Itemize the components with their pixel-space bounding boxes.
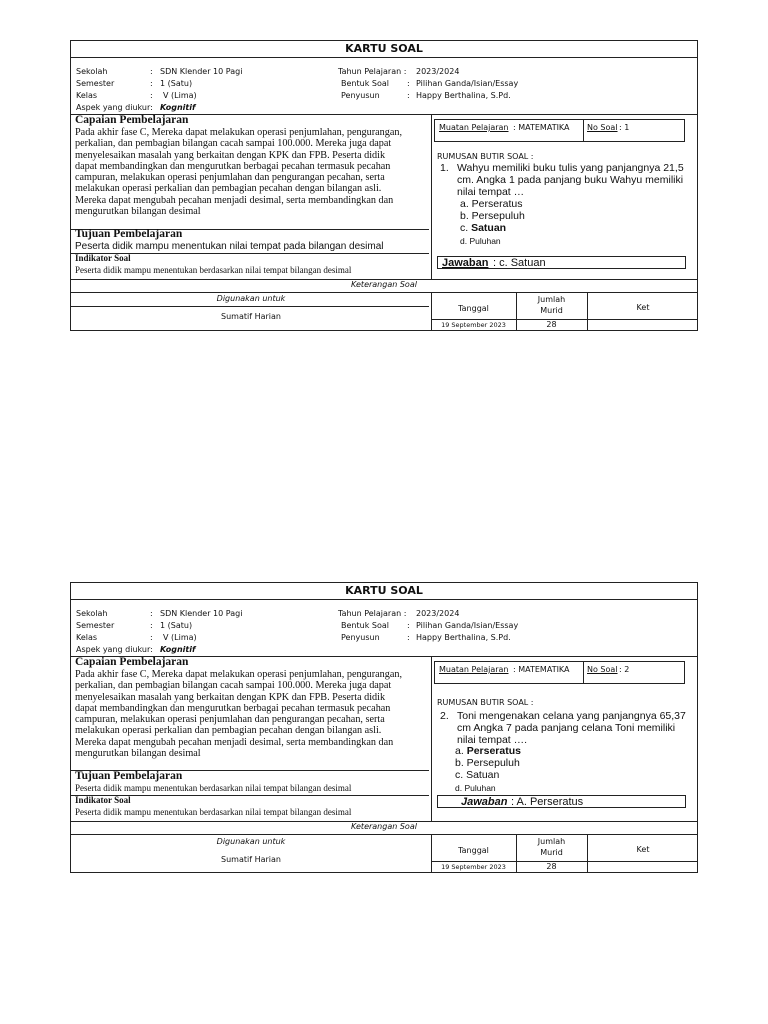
muatan-box: [434, 661, 685, 684]
kelas-value: V (Lima): [163, 91, 197, 100]
question-line: cm Angka 7 pada panjang celana Toni memiliki: [457, 722, 676, 734]
sekolah-label: Sekolah: [76, 67, 108, 76]
tanggal-value: 19 September 2023: [441, 863, 506, 871]
penyusun-label: Penyusun: [341, 91, 380, 100]
colon: :: [407, 621, 410, 630]
colon: :: [407, 633, 410, 642]
jumlah-label-line: Jumlah: [537, 295, 566, 304]
muatan-box: [434, 119, 685, 142]
card-title: KARTU SOAL: [345, 584, 423, 597]
penyusun-value: Happy Berthalina, S.Pd.: [416, 91, 511, 100]
semester-value: 1 (Satu): [160, 621, 193, 630]
question-number: 1.: [440, 162, 449, 174]
tahun-label: Tahun Pelajaran :: [338, 609, 407, 618]
colon: :: [150, 621, 153, 630]
option-c: [460, 222, 506, 234]
option-b: b. Persepuluh: [455, 757, 520, 769]
question-line: Toni mengenakan celana yang panjangnya 65,37: [457, 710, 686, 722]
question-line: nilai tempat ….: [457, 734, 528, 746]
ket-label: Ket: [636, 303, 650, 312]
muatan-value: : MATEMATIKA: [513, 665, 570, 674]
bentuk-label: Bentuk Soal: [341, 79, 389, 88]
option-a-prefix: a.: [455, 745, 467, 757]
tujuan-heading: Tujuan Pembelajaran: [75, 770, 183, 782]
jumlah-label-line: Murid: [540, 848, 563, 857]
bentuk-label: Bentuk Soal: [341, 621, 389, 630]
colon: :: [150, 609, 153, 618]
keterangan-label: Keterangan Soal: [351, 280, 417, 289]
option-d: d. Puluhan: [460, 236, 501, 246]
capaian-line: perkalian, dan pembagian bilangan cacah sampai 100.000. Mereka juga dapat: [75, 680, 392, 692]
capaian-line: Pada akhir fase C, Mereka dapat melakukan operasi penjumlahan, pengurangan,: [75, 127, 403, 138]
jumlah-label: [516, 836, 587, 858]
divider: [71, 599, 697, 600]
muatan-label: Muatan Pelajaran: [439, 665, 509, 674]
option-a: a. Perseratus: [460, 198, 523, 210]
tahun-label: Tahun Pelajaran :: [338, 67, 407, 76]
semester-value: 1 (Satu): [160, 79, 193, 88]
capaian-line: menyelesaikan masalah yang berkaitan dengan KPK dan FPB. Peserta didik: [75, 149, 386, 161]
option-c: c. Satuan: [455, 769, 500, 781]
divider: [71, 834, 697, 835]
option-a: [455, 745, 521, 757]
jawaban-value: : c. Satuan: [493, 257, 546, 269]
capaian-line: Mereka dapat mengubah pecahan menjadi desimal, serta membandingkan dan: [75, 194, 394, 206]
kelas-value: V (Lima): [163, 633, 197, 642]
capaian-line: perkalian, dan pembagian bilangan cacah sampai 100.000. Mereka juga dapat: [75, 138, 392, 150]
question-card-1: [70, 40, 698, 331]
question-line: nilai tempat …: [457, 186, 525, 198]
indikator-text: Peserta didik mampu menentukan berdasarkan nilai tempat bilangan desimal: [75, 807, 352, 817]
muatan-value: : MATEMATIKA: [513, 123, 570, 132]
tujuan-heading: Tujuan Pembelajaran: [75, 228, 183, 240]
kelas-label: Kelas: [76, 633, 98, 642]
capaian-line: mengurutkan bilangan desimal: [75, 748, 201, 760]
divider: [583, 662, 584, 683]
no-soal-label: No Soal: [587, 665, 618, 674]
divider: [431, 114, 432, 279]
jumlah-label-line: Murid: [540, 306, 563, 315]
question-text: [457, 162, 684, 198]
jawaban-label: Jawaban: [442, 257, 489, 269]
digunakan-label: Digunakan untuk: [216, 837, 286, 846]
colon: :: [150, 67, 153, 76]
jumlah-label-line: Jumlah: [537, 837, 566, 846]
question-number: 2.: [440, 710, 449, 722]
capaian-line: dapat membandingkan dan mengurutkan berbagai pecahan termasuk pecahan: [75, 160, 391, 172]
ket-label: Ket: [636, 845, 650, 854]
sekolah-label: Sekolah: [76, 609, 108, 618]
capaian-heading: Capaian Pembelajaran: [75, 114, 189, 126]
divider: [71, 292, 697, 293]
capaian-line: campuran, melakukan operasi penjumlahan dan pengurangan pecahan, serta: [75, 714, 385, 726]
capaian-heading: Capaian Pembelajaran: [75, 656, 189, 668]
jumlah-value: 28: [546, 320, 557, 329]
muatan-label: Muatan Pelajaran: [439, 123, 509, 132]
tahun-value: 2023/2024: [416, 609, 460, 618]
sekolah-value: SDN Klender 10 Pagi: [160, 67, 243, 76]
rumusan-label: RUMUSAN BUTIR SOAL :: [437, 698, 534, 707]
aspek-label: Aspek yang diukur:: [76, 103, 153, 112]
question-line: Wahyu memiliki buku tulis yang panjangnya 21,5: [457, 162, 684, 174]
tanggal-label: Tanggal: [458, 846, 489, 855]
option-c-prefix: c.: [460, 222, 472, 234]
kelas-label: Kelas: [76, 91, 98, 100]
jawaban-box: [437, 256, 686, 269]
capaian-line: melakukan operasi perkalian dan pembagian pecahan dengan bilangan asli.: [75, 725, 382, 737]
sumatif-value: Sumatif Harian: [221, 312, 281, 321]
keterangan-label: Keterangan Soal: [351, 822, 417, 831]
indikator-text: Peserta didik mampu menentukan berdasarkan nilai tempat bilangan desimal: [75, 265, 352, 275]
aspek-label: Aspek yang diukur:: [76, 645, 153, 654]
sekolah-value: SDN Klender 10 Pagi: [160, 609, 243, 618]
no-soal-value: : 2: [619, 665, 630, 674]
divider: [71, 306, 429, 307]
card-title: KARTU SOAL: [345, 42, 423, 55]
capaian-line: melakukan operasi perkalian dan pembagian pecahan dengan bilangan asli.: [75, 183, 382, 195]
semester-label: Semester: [76, 621, 115, 630]
tahun-value: 2023/2024: [416, 67, 460, 76]
colon: :: [150, 633, 153, 642]
jumlah-value: 28: [546, 862, 557, 871]
capaian-paragraph: [75, 127, 427, 217]
capaian-line: Mereka dapat mengubah pecahan menjadi desimal, serta membandingkan dan: [75, 736, 394, 748]
semester-label: Semester: [76, 79, 115, 88]
capaian-paragraph: [75, 669, 427, 759]
question-line: cm. Angka 1 pada panjang buku Wahyu memiliki: [457, 174, 684, 186]
divider: [583, 120, 584, 141]
capaian-line: dapat membandingkan dan mengurutkan berbagai pecahan termasuk pecahan: [75, 702, 391, 714]
sumatif-value: Sumatif Harian: [221, 855, 281, 864]
capaian-line: mengurutkan bilangan desimal: [75, 206, 201, 218]
tanggal-label: Tanggal: [458, 304, 489, 313]
indikator-heading: Indikator Soal: [75, 253, 131, 263]
option-b: b. Persepuluh: [460, 210, 525, 222]
rumusan-label: RUMUSAN BUTIR SOAL :: [437, 152, 534, 161]
bentuk-value: Pilihan Ganda/Isian/Essay: [416, 621, 519, 630]
question-text: [457, 710, 686, 746]
option-d: d. Puluhan: [455, 783, 496, 793]
penyusun-label: Penyusun: [341, 633, 380, 642]
aspek-value: Kognitif: [160, 103, 196, 112]
indikator-heading: Indikator Soal: [75, 795, 131, 805]
penyusun-value: Happy Berthalina, S.Pd.: [416, 633, 511, 642]
colon: :: [407, 79, 410, 88]
no-soal-value: : 1: [619, 123, 630, 132]
jawaban-box: [437, 795, 686, 808]
divider: [431, 656, 432, 821]
capaian-line: campuran, melakukan operasi penjumlahan dan pengurangan pecahan, serta: [75, 172, 385, 184]
aspek-value: Kognitif: [160, 645, 196, 654]
jawaban-value: : A. Perseratus: [511, 796, 584, 808]
jumlah-label: [516, 294, 587, 316]
question-card-2: [70, 582, 698, 873]
tujuan-text: Peserta didik mampu menentukan berdasarkan nilai tempat bilangan desimal: [75, 783, 352, 793]
digunakan-label: Digunakan untuk: [216, 294, 286, 303]
bentuk-value: Pilihan Ganda/Isian/Essay: [416, 79, 519, 88]
no-soal-label: No Soal: [587, 123, 618, 132]
colon: :: [150, 91, 153, 100]
option-c-answer: Satuan: [471, 222, 507, 234]
tanggal-value: 19 September 2023: [441, 321, 506, 329]
capaian-line: Pada akhir fase C, Mereka dapat melakukan operasi penjumlahan, pengurangan,: [75, 669, 403, 680]
divider: [71, 57, 697, 58]
tujuan-text: Peserta didik mampu menentukan nilai tempat pada bilangan desimal: [75, 241, 384, 252]
jawaban-label: Jawaban: [461, 796, 508, 808]
colon: :: [407, 91, 410, 100]
capaian-line: menyelesaikan masalah yang berkaitan dengan KPK dan FPB. Peserta didik: [75, 691, 386, 703]
option-a-answer: Perseratus: [466, 745, 521, 757]
colon: :: [150, 79, 153, 88]
